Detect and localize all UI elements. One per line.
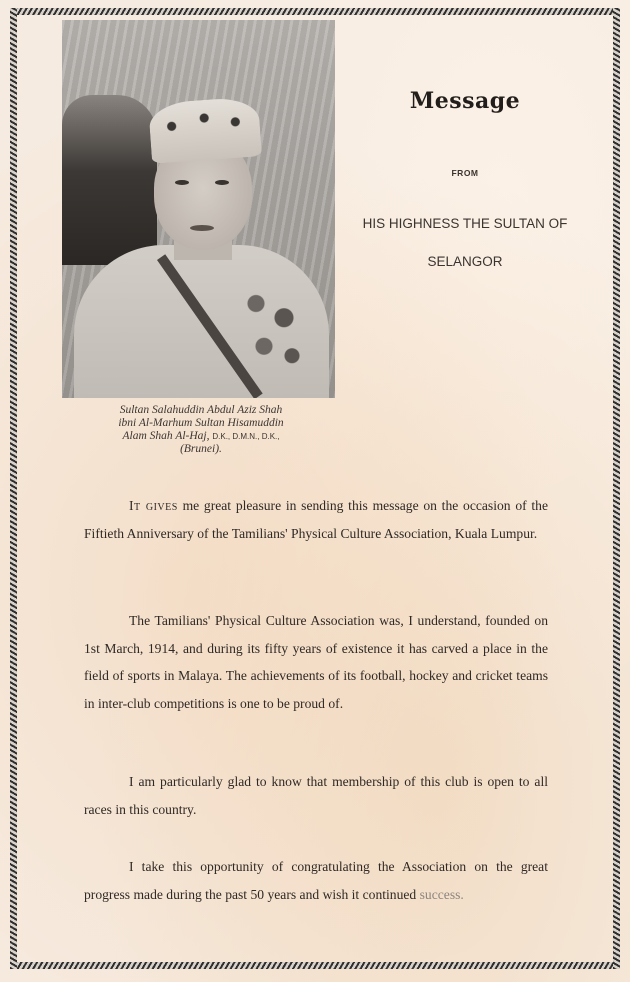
paragraph-2 — [84, 607, 548, 717]
paragraph-1-lead: It gives — [129, 498, 178, 513]
paragraph-4 — [84, 853, 548, 908]
paragraph-1 — [84, 492, 548, 547]
photo-caption — [70, 404, 332, 456]
paragraph-3 — [84, 768, 548, 823]
throne-chair — [62, 95, 157, 265]
paragraph-4-end: success. — [419, 886, 464, 902]
message-title: Message — [409, 88, 521, 114]
medals — [232, 275, 312, 370]
sender-state: SELANGOR — [427, 254, 503, 269]
caption-line-4: (Brunei). — [180, 443, 222, 455]
caption-name: Alam Shah Al-Haj, — [122, 430, 210, 442]
paragraph-4-text: I take this opportunity of congratulating the Association on the great progress made during the past 50 years and wish it continued — [84, 859, 548, 902]
caption-honors: D.K., D.M.N., D.K., — [212, 432, 280, 441]
rope-border-left — [10, 8, 17, 969]
sender-title: HIS HIGHNESS THE SULTAN OF — [362, 216, 568, 231]
paragraph-2-text: The Tamilians' Physical Culture Association was, I understand, founded on 1st March, 1914, and during its fifty years of existence it has carved a place in the field of sports in Malaya. The achievements of its football, hockey and cricket teams in inter-club competitions is one to be proud of. — [84, 613, 548, 711]
caption-line-2: ibni Al-Marhum Sultan Hisamuddin — [118, 417, 284, 429]
from-label: FROM — [451, 168, 479, 178]
left-eye — [175, 180, 189, 185]
royal-headdress — [148, 96, 262, 164]
sultan-portrait-photo — [62, 20, 335, 398]
right-eye — [215, 180, 229, 185]
rope-border-bottom — [10, 962, 620, 969]
paragraph-3-text: I am particularly glad to know that membership of this club is open to all races in this country. — [84, 774, 548, 817]
mouth — [190, 225, 214, 231]
rope-border-right — [613, 8, 620, 969]
paragraph-1-text: me great pleasure in sending this message on the occasion of the Fiftieth Anniversary of the Tamilians' Physical Culture Association, Kuala Lumpur. — [84, 498, 548, 541]
caption-line-1: Sultan Salahuddin Abdul Aziz Shah — [119, 404, 283, 416]
caption-line-3 — [70, 430, 332, 443]
rope-border-top — [10, 8, 620, 15]
